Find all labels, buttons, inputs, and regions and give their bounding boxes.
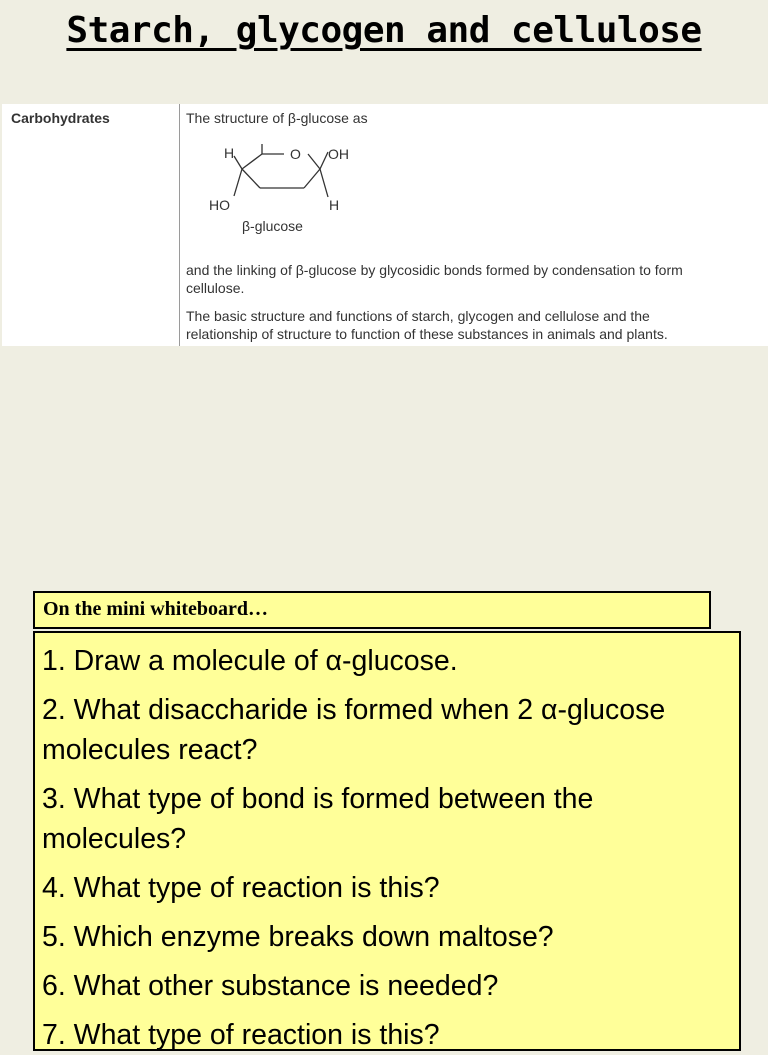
page-title: Starch, glycogen and cellulose	[66, 10, 702, 51]
ring-bond	[242, 154, 262, 169]
h-bond	[320, 169, 328, 197]
question-item: 7. What type of reaction is this?	[42, 1019, 440, 1051]
linking-line-2: cellulose.	[186, 280, 245, 296]
atom-label: H	[224, 145, 235, 161]
ho-bond	[234, 169, 242, 196]
atom-label: H	[329, 197, 340, 213]
oh-bond	[320, 152, 328, 169]
h-bond	[234, 156, 242, 169]
linking-line-1: and the linking of β-glucose by glycosidic bonds formed by condensation to form	[186, 262, 683, 278]
question-item: 6. What other substance is needed?	[42, 970, 499, 1002]
ring-bond	[308, 154, 320, 169]
ring-bond	[242, 169, 260, 188]
basic-line-1: The basic structure and functions of starch, glycogen and cellulose and the	[186, 308, 650, 324]
question-item: 3. What type of bond is formed between the molecules?	[42, 783, 594, 855]
atom-label: HO	[209, 197, 230, 213]
question-box	[33, 631, 741, 1051]
question-item: 4. What type of reaction is this?	[42, 872, 440, 904]
question-item: 2. What disaccharide is formed when 2 α-glucose molecules react?	[42, 694, 666, 766]
question-item: 1. Draw a molecule of α-glucose.	[42, 645, 458, 677]
atom-label: O	[290, 146, 301, 162]
diagram-caption: β-glucose	[242, 218, 303, 234]
specification-table	[2, 104, 768, 346]
topic-label: Carbohydrates	[11, 110, 110, 126]
whiteboard-header: On the mini whiteboard…	[33, 591, 711, 629]
atom-label: OH	[328, 146, 349, 162]
basic-line-2: relationship of structure to function of these substances in animals and plants.	[186, 326, 668, 342]
ring-bond	[304, 169, 320, 188]
structure-intro: The structure of β-glucose as	[186, 110, 368, 126]
question-item: 5. Which enzyme breaks down maltose?	[42, 921, 554, 953]
